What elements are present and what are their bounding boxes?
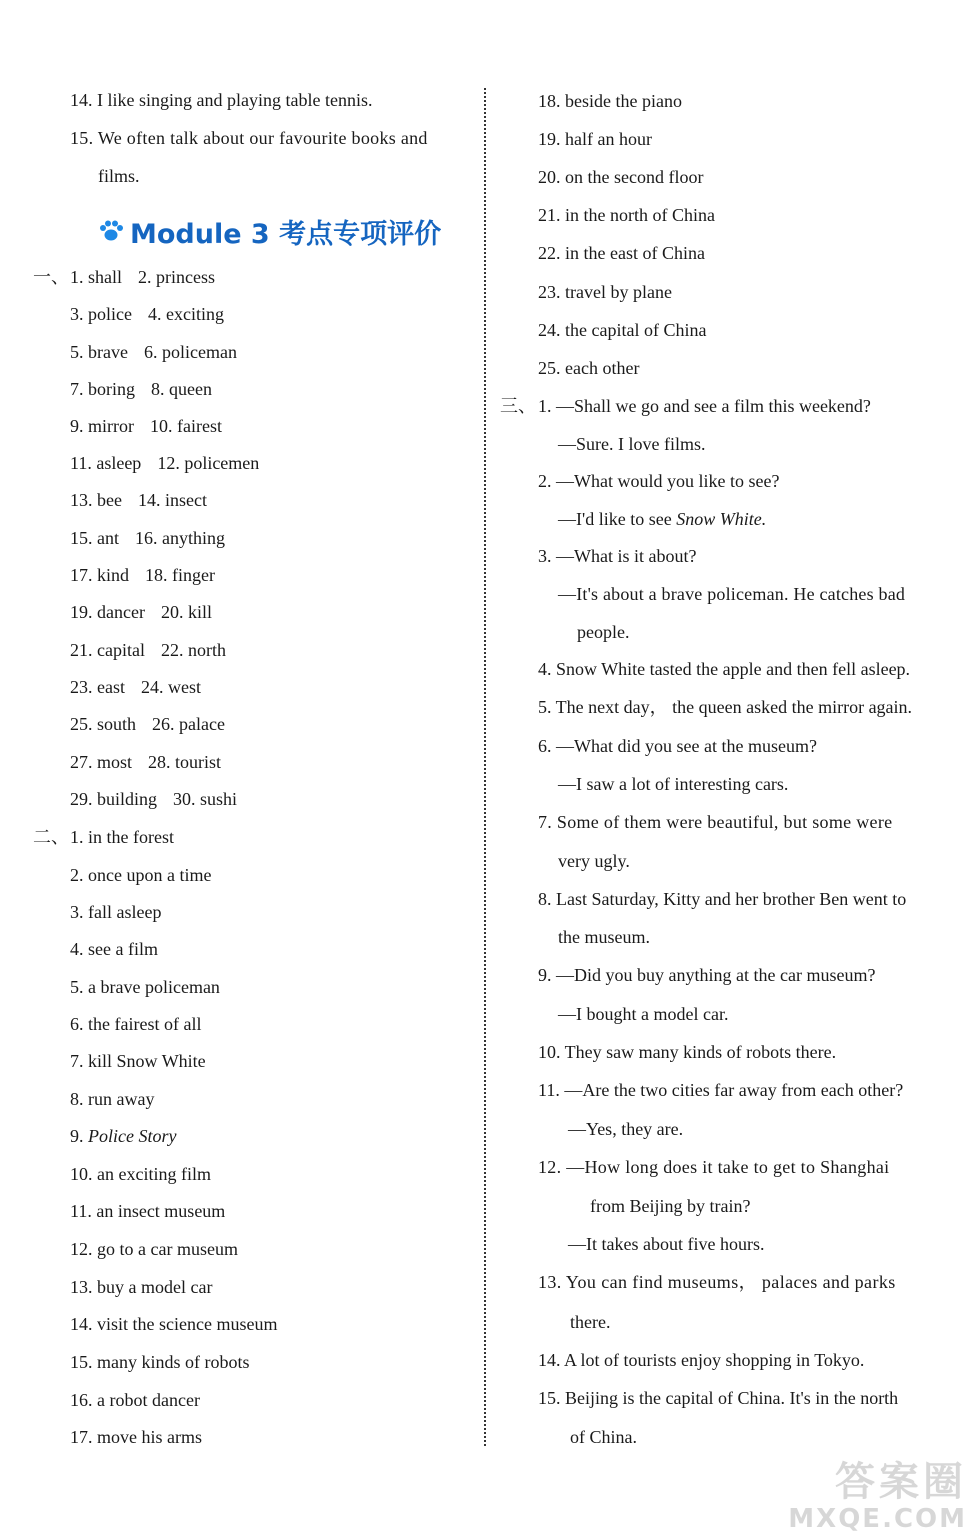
sentence-line: 2. —What would you like to see? — [538, 471, 780, 491]
watermark — [788, 1460, 967, 1534]
vocab-pair — [70, 452, 259, 474]
sentence-line: the museum. — [558, 927, 650, 947]
sentence-line: of China. — [570, 1427, 637, 1447]
sentence-line: 13. You can find museums， palaces and parks — [538, 1272, 896, 1292]
vocab-item: 13. bee — [70, 490, 122, 510]
sentence-line: very ugly. — [558, 851, 630, 871]
module-title: Module 3 考点专项评价 — [130, 218, 442, 250]
vocab-item: 14. insect — [137, 490, 207, 510]
vocab-item: 10. fairest — [149, 416, 222, 436]
phrase-item: 19. half an hour — [538, 129, 652, 149]
vocab-pair — [70, 788, 237, 810]
sentence-title-italic: Snow White. — [676, 509, 767, 529]
sentence-text: —I'd like to see — [558, 509, 677, 529]
section3-marker: 三、 — [500, 396, 536, 416]
phrase-item: 11. an insect museum — [70, 1201, 226, 1221]
phrase-item: 20. on the second floor — [538, 167, 704, 187]
phrase-item: 16. a robot dancer — [70, 1390, 200, 1410]
section2-marker: 二、 — [33, 827, 69, 847]
vocab-item: 20. kill — [160, 602, 212, 622]
vocab-pair — [70, 527, 225, 549]
module-heading — [98, 213, 441, 249]
vocab-item: 26. palace — [152, 714, 225, 734]
sentence-line: 14. A lot of tourists enjoy shopping in Tokyo. — [538, 1350, 865, 1370]
phrase-item: 23. travel by plane — [538, 282, 672, 302]
vocab-item: 21. capital — [70, 640, 145, 660]
phrase-item: 14. visit the science museum — [70, 1314, 278, 1334]
left-top-line-1: 14. I like singing and playing table tennis. — [70, 90, 373, 110]
vocab-pair — [70, 676, 201, 698]
left-top-line-2: 15. We often talk about our favourite books and — [70, 128, 428, 148]
phrase-item: 22. in the east of China — [538, 243, 705, 263]
sentence-line: 5. The next day， the queen asked the mirror again. — [538, 697, 913, 717]
phrase-item: 17. move his arms — [70, 1427, 202, 1447]
phrase-item — [70, 1125, 176, 1147]
sentence-line: 9. —Did you buy anything at the car museum? — [538, 965, 876, 985]
sentence-line: 7. Some of them were beautiful, but some were — [538, 812, 893, 832]
sentence-line: —Sure. I love films. — [558, 434, 706, 454]
vocab-item: 5. brave — [70, 342, 128, 362]
phrase-item: 6. the fairest of all — [70, 1014, 202, 1034]
vocab-item: 18. finger — [145, 565, 215, 585]
vocab-item: 15. ant — [70, 528, 119, 548]
vocab-item: 27. most — [70, 752, 133, 772]
vocab-pair — [70, 489, 207, 511]
sentence-line: 4. Snow White tasted the apple and then fell asleep. — [538, 659, 911, 679]
vocab-item: 12. policemen — [157, 453, 260, 473]
vocab-item: 3. police — [70, 304, 132, 324]
phrase-item: 12. go to a car museum — [70, 1239, 238, 1259]
sentence-line: there. — [570, 1312, 611, 1332]
watermark-logo-text: 答案圈 — [835, 1459, 967, 1505]
phrase-item: 5. a brave policeman — [70, 977, 220, 997]
phrase-item: 21. in the north of China — [538, 205, 715, 225]
left-top-line-3: films. — [98, 166, 140, 186]
phrase-item: 4. see a film — [70, 939, 158, 959]
phrase-item: 10. an exciting film — [70, 1164, 211, 1184]
phrase-number: 9. — [70, 1126, 88, 1146]
phrase-item: 3. fall asleep — [70, 902, 162, 922]
vocab-item: 2. princess — [138, 267, 215, 287]
sentence-line: 8. Last Saturday, Kitty and her brother Ben went to — [538, 889, 907, 909]
vocab-pair — [70, 415, 222, 437]
sentence-line: 10. They saw many kinds of robots there. — [538, 1042, 837, 1062]
vocab-pair — [70, 564, 215, 586]
vocab-item: 11. asleep — [70, 453, 142, 473]
sentence-line: —I bought a model car. — [558, 1004, 729, 1024]
paw-icon — [98, 219, 124, 243]
sentence-line: 15. Beijing is the capital of China. It's in the north — [538, 1388, 899, 1408]
sentence-line: 12. —How long does it take to get to Shanghai — [538, 1157, 890, 1177]
section1-marker: 一、 — [33, 267, 69, 287]
sentence-line: 3. —What is it about? — [538, 546, 697, 566]
phrase-item: 24. the capital of China — [538, 320, 707, 340]
vocab-pair — [70, 713, 225, 735]
sentence-line: 11. —Are the two cities far away from each other? — [538, 1080, 904, 1100]
vocab-item: 7. boring — [70, 379, 135, 399]
phrase-item: 15. many kinds of robots — [70, 1352, 250, 1372]
phrase-item: 1. in the forest — [70, 827, 174, 847]
vocab-item: 24. west — [140, 677, 201, 697]
vocab-item: 6. policeman — [143, 342, 237, 362]
vocab-item: 19. dancer — [70, 602, 145, 622]
vocab-pair — [70, 639, 226, 661]
phrase-item: 8. run away — [70, 1089, 155, 1109]
sentence-line: —It takes about five hours. — [568, 1234, 765, 1254]
vocab-item: 28. tourist — [148, 752, 222, 772]
sentence-line: people. — [577, 622, 630, 642]
phrase-item: 25. each other — [538, 358, 640, 378]
phrase-item: 2. once upon a time — [70, 865, 212, 885]
sentence-line: 6. —What did you see at the museum? — [538, 736, 817, 756]
vocab-item: 17. kind — [70, 565, 130, 585]
vocab-pair — [70, 751, 221, 773]
sentence-line: —It's about a brave policeman. He catches bad — [558, 584, 906, 604]
vocab-pair — [70, 378, 212, 400]
sentence-line — [558, 508, 766, 530]
sentence-line: —Yes, they are. — [568, 1119, 684, 1139]
vocab-pair — [70, 303, 224, 325]
vocab-item: 9. mirror — [70, 416, 134, 436]
vocab-item: 30. sushi — [173, 789, 238, 809]
vocab-item: 1. shall — [70, 267, 122, 287]
phrase-title-italic: Police Story — [88, 1126, 177, 1146]
sentence-line: from Beijing by train? — [590, 1196, 751, 1216]
sentence-line: 1. —Shall we go and see a film this weekend? — [538, 396, 871, 416]
vocab-item: 4. exciting — [147, 304, 224, 324]
vocab-pair — [70, 601, 212, 623]
vocab-item: 16. anything — [135, 528, 225, 548]
vocab-item: 23. east — [70, 677, 125, 697]
vocab-item: 22. north — [160, 640, 226, 660]
vocab-item: 8. queen — [151, 379, 212, 399]
sentence-line: —I saw a lot of interesting cars. — [558, 774, 789, 794]
watermark-url: MXQE.COM — [788, 1504, 967, 1534]
phrase-item: 18. beside the piano — [538, 91, 682, 111]
phrase-item: 7. kill Snow White — [70, 1051, 206, 1071]
vocab-item: 25. south — [70, 714, 137, 734]
vocab-pair — [70, 341, 237, 363]
vocab-item: 29. building — [70, 789, 158, 809]
phrase-item: 13. buy a model car — [70, 1277, 213, 1297]
column-divider — [484, 88, 486, 1446]
vocab-pair — [70, 266, 215, 288]
